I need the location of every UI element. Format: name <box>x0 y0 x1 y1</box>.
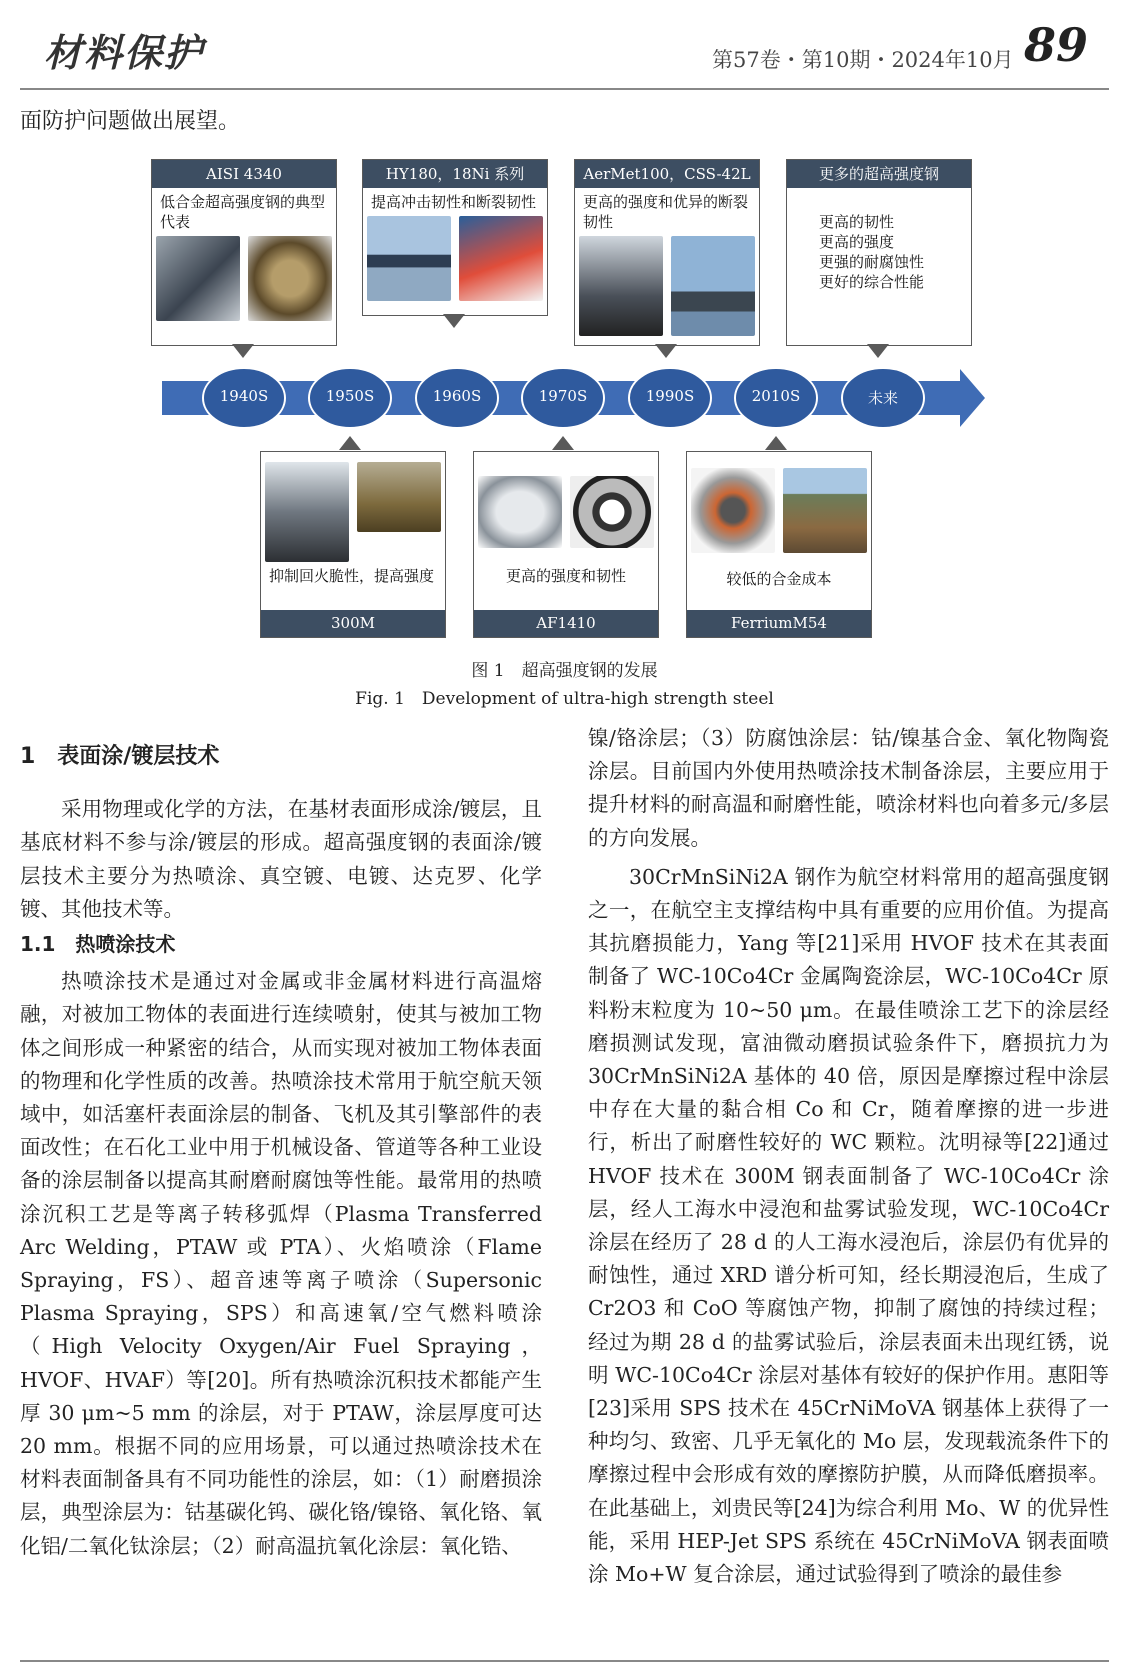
future-line: 更好的综合性能 <box>819 273 925 291</box>
auto-parts-image <box>691 468 775 553</box>
subsection-heading: 1.1 热喷涂技术 <box>20 932 176 957</box>
right-column <box>588 722 1109 1591</box>
connector-arrow <box>765 436 787 450</box>
car-frame-image <box>478 476 562 548</box>
paragraph: 热喷涂技术是通过对金属或非金属材料进行高温熔融，对被加工物体的表面进行连续喷射，使其与被加工物体之间形成一种紧密的结合，从而实现对被加工物体表面的物理和化学性质的改善。热喷涂技术常用于航空航天领域中，如活塞杆表面涂层的制备、飞机及其引擎部件的表面改性；在石化工业中用于机械设备、管道等各种工业设备的涂层制备以提高其耐磨耐腐蚀等性能。最常用的热喷涂沉积工艺是等离子转移弧焊（Plasma Transferred Arc Welding，PTAW 或 PTA）、火焰喷涂（Flame Spraying，FS）、超音速等离子喷涂（Supersonic Plasma Spraying，SPS）和高速氧/空气燃料喷涂（High Velocity Oxygen/Air Fuel Spraying，HVOF、HVAF）等[20]。所有热喷涂沉积技术都能产生厚 30 μm~5 mm 的涂层，对于 PTAW，涂层厚度可达 20 mm。根据不同的应用场景，可以通过热喷涂技术在材料表面制备具有不同功能性的涂层，如：（1）耐磨损涂层，典型涂层为：钴基碳化钨、碳化铬/镍铬、氧化铬、氧化铝/二氧化钛涂层；（2）耐高温抗氧化涂层：氧化锆、 <box>20 969 542 1558</box>
future-line: 更强的耐腐蚀性 <box>819 253 925 271</box>
box-images <box>261 452 445 562</box>
tank-image <box>357 462 441 532</box>
future-line: 更高的韧性 <box>819 213 895 231</box>
timeline-label: 1950S <box>325 387 375 405</box>
timeline-label: 1960S <box>432 387 482 405</box>
figure-caption-en: Fig. 1 Development of ultra-high strength steel <box>355 689 774 709</box>
figure-caption-cn: 图 1 超高强度钢的发展 <box>471 661 658 681</box>
aircraft-gear-image <box>265 462 349 562</box>
box-text: 较低的合金成本 <box>726 570 832 588</box>
bottom-box-ferrium <box>686 451 872 638</box>
timeline-label: 2010S <box>751 387 801 405</box>
bearing-image <box>570 476 654 548</box>
box-title: HY180，18Ni 系列 <box>363 160 547 188</box>
paragraph: 30CrMnSiNi2A 钢作为航空材料常用的超高强度钢之一，在航空主支撑结构中具有重要的应用价值。为提高其抗磨损能力，Yang 等[21]采用 HVOF 技术在其表面制备了 WC-10Co4Cr 金属陶瓷涂层，WC-10Co4Cr 原料粉末粒度为 10~50 μm。在最佳喷涂工艺下的涂层经磨损测试发现，富油微动磨损试验条件下，磨损抗力为 30CrMnSiNi2A 基体的 40 倍，原因是摩擦过程中涂层中存在大量的黏合相 Co 和 Cr，随着摩擦的进一步进行，析出了耐磨性较好的 WC 颗粒。沈明禄等[22]通过 HVOF 技术在 300M 钢表面制备了 WC-10Co4Cr 涂层，经人工海水中浸泡和盐雾试验发现，WC-10Co4Cr 涂层在经历了 28 d 的人工海水浸泡后，涂层仍有优异的耐蚀性，通过 XRD 谱分析可知，经长期浸泡后，生成了 Cr2O3 和 CoO 等腐蚀产物，抑制了腐蚀的持续过程；经过为期 28 d 的盐雾试验后，涂层表面未出现红锈，说明 WC-10Co4Cr 涂层对基体有较好的保护作用。惠阳等[23]采用 SPS 技术在 45CrNiMoVA 钢基体上获得了一种均匀、致密、几乎无氧化的 Mo 层，发现载流条件下的摩擦过程中会形成有效的摩擦防护膜，从而降低磨损率。在此基础上，刘贵民等[24]为综合利用 Mo、W 的优异性能，采用 HEP-Jet SPS 系统在 45CrNiMoVA 钢表面喷涂 Mo+W 复合涂层，通过试验得到了喷涂的最佳参 <box>588 864 1109 1587</box>
timeline-label: 1990S <box>645 387 695 405</box>
bottom-box-300m <box>260 451 446 638</box>
timeline-label: 未来 <box>867 389 898 407</box>
box-text: 更高的强度和优异的断裂韧性 <box>583 193 749 231</box>
footer-rule <box>20 1660 1109 1662</box>
bottom-box-af1410 <box>473 451 659 638</box>
page-number: 89 <box>1024 18 1089 72</box>
timeline-label: 1940S <box>219 387 269 405</box>
box-images <box>474 452 658 548</box>
box-text: 低合金超高强度钢的典型代表 <box>160 193 326 231</box>
box-text: 更高的强度和韧性 <box>505 567 626 585</box>
connector-arrow <box>552 436 574 450</box>
box-title: AerMet100，CSS-42L <box>575 160 759 188</box>
box-title: 300M <box>261 610 445 637</box>
box-title: AISI 4340 <box>152 160 336 188</box>
box-images <box>687 452 871 553</box>
box-title: FerriumM54 <box>687 610 871 637</box>
journal-logo: 材料保护 <box>44 30 205 75</box>
future-line: 更高的强度 <box>819 233 895 251</box>
paragraph: 采用物理或化学的方法，在基材表面形成涂/镀层，且基底材料不参与涂/镀层的形成。超高强度钢的表面涂/镀层技术主要分为热喷涂、真空镀、电镀、达克罗、化学镀、其他技术等。 <box>20 797 542 921</box>
box-title: AF1410 <box>474 610 658 637</box>
timeline-label: 1970S <box>538 387 588 405</box>
box-title: 更多的超高强度钢 <box>787 160 971 188</box>
building-image <box>783 468 867 553</box>
box-text: 提高冲击韧性和断裂韧性 <box>371 193 537 211</box>
connector-arrow <box>339 436 361 450</box>
left-column <box>20 740 542 1563</box>
section-heading: 1 表面涂/镀层技术 <box>20 744 220 769</box>
box-text: 抑制回火脆性，提高强度 <box>269 567 435 585</box>
intro-line: 面防护问题做出展望。 <box>20 109 241 134</box>
paragraph: 镍/铬涂层；（3）防腐蚀涂层：钴/镍基合金、氧化物陶瓷涂层。目前国内外使用热喷涂技术制备涂层，主要应用于提升材料的耐高温和耐磨性能，喷涂材料也向着多元/多层的方向发展。 <box>588 726 1109 850</box>
issue-info: 第57卷・第10期・2024年10月 <box>712 48 1014 72</box>
